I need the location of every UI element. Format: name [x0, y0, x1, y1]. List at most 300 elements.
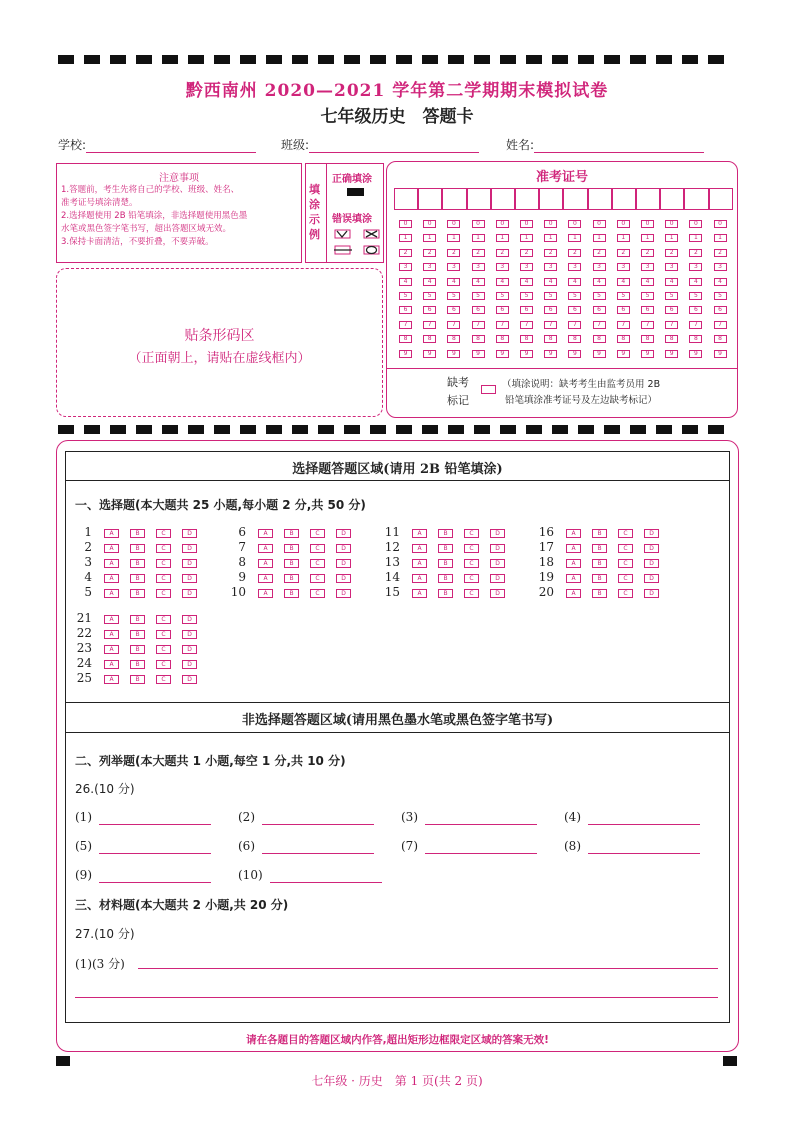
exam-id-bubble[interactable]: 3 [665, 263, 678, 271]
choice-option-bubble[interactable]: B [438, 559, 453, 568]
exam-id-bubble[interactable]: 8 [641, 335, 654, 343]
choice-option-bubble[interactable]: B [284, 544, 299, 553]
absent-mark-box[interactable] [481, 385, 496, 394]
exam-id-bubble[interactable]: 7 [641, 321, 654, 329]
exam-id-bubble[interactable]: 0 [399, 220, 412, 228]
exam-id-bubble[interactable]: 9 [520, 350, 533, 358]
exam-id-bubble[interactable]: 5 [496, 292, 509, 300]
choice-option-bubble[interactable]: B [592, 574, 607, 583]
exam-id-bubble[interactable]: 3 [617, 263, 630, 271]
exam-id-bubble[interactable]: 0 [689, 220, 702, 228]
exam-id-bubble[interactable]: 2 [665, 249, 678, 257]
q2-title: 二、列举题(本大题共 1 小题,每空 1 分,共 10 分) [75, 754, 346, 768]
exam-id-bubble[interactable]: 9 [399, 350, 412, 358]
choice-option-bubble[interactable]: D [336, 574, 351, 583]
exam-id-digit-cell[interactable] [709, 188, 733, 210]
choice-option-bubble[interactable]: D [490, 529, 505, 538]
exam-id-bubble[interactable]: 1 [399, 234, 412, 242]
exam-id-bubble[interactable]: 2 [544, 249, 557, 257]
exam-id-bubble[interactable]: 8 [714, 335, 727, 343]
choice-option-bubble[interactable]: A [566, 544, 581, 553]
choice-option-bubble[interactable]: B [130, 529, 145, 538]
choice-option-bubble[interactable]: C [156, 645, 171, 654]
choice-option-bubble[interactable]: C [156, 675, 171, 684]
exam-id-bubble[interactable]: 5 [665, 292, 678, 300]
timing-mark [58, 55, 74, 64]
choice-option-bubble[interactable]: D [182, 675, 197, 684]
exam-id-bubble[interactable]: 8 [568, 335, 581, 343]
exam-id-bubble[interactable]: 0 [714, 220, 727, 228]
choice-option-bubble[interactable]: C [156, 574, 171, 583]
exam-id-bubble[interactable]: 4 [665, 278, 678, 286]
exam-id-bubble[interactable]: 8 [544, 335, 557, 343]
exam-id-bubble[interactable]: 0 [544, 220, 557, 228]
exam-id-bubble[interactable]: 4 [472, 278, 485, 286]
exam-id-bubble[interactable]: 2 [520, 249, 533, 257]
notice-title: 注意事项 [159, 173, 199, 184]
choice-option-bubble[interactable]: A [104, 589, 119, 598]
exam-id-bubble[interactable]: 0 [641, 220, 654, 228]
exam-id-bubble[interactable]: 3 [641, 263, 654, 271]
exam-id-bubble[interactable]: 4 [593, 278, 606, 286]
exam-id-bubble[interactable]: 6 [520, 306, 533, 314]
choice-option-bubble[interactable]: C [156, 544, 171, 553]
exam-id-bubble[interactable]: 6 [689, 306, 702, 314]
exam-id-digit-cell[interactable] [684, 188, 708, 210]
choice-option-bubble[interactable]: A [104, 615, 119, 624]
exam-id-bubble[interactable]: 2 [714, 249, 727, 257]
choice-option-bubble[interactable]: C [464, 574, 479, 583]
choice-option-bubble[interactable]: D [182, 615, 197, 624]
exam-id-bubble[interactable]: 6 [447, 306, 460, 314]
exam-id-digit-cell[interactable] [467, 188, 491, 210]
exam-id-bubble[interactable]: 0 [472, 220, 485, 228]
exam-id-bubble[interactable]: 6 [423, 306, 436, 314]
choice-option-bubble[interactable]: A [412, 574, 427, 583]
blank-answer-line[interactable] [262, 853, 374, 854]
exam-id-bubble[interactable]: 5 [617, 292, 630, 300]
timing-mark [708, 55, 724, 64]
absent-note-2: 铅笔填涂准考证号及左边缺考标记） [505, 395, 658, 406]
timing-mark [370, 425, 386, 434]
exam-id-bubble[interactable]: 9 [593, 350, 606, 358]
choice-option-bubble[interactable]: B [130, 645, 145, 654]
choice-option-bubble[interactable]: B [592, 544, 607, 553]
blank-answer-line[interactable] [425, 824, 537, 825]
exam-id-bubble[interactable]: 7 [714, 321, 727, 329]
exam-id-bubble[interactable]: 0 [665, 220, 678, 228]
choice-option-bubble[interactable]: B [592, 559, 607, 568]
choice-option-bubble[interactable]: C [618, 589, 633, 598]
exam-id-bubble[interactable]: 6 [617, 306, 630, 314]
choice-option-bubble[interactable]: B [438, 529, 453, 538]
exam-id-bubble[interactable]: 1 [641, 234, 654, 242]
choice-option-bubble[interactable]: D [644, 529, 659, 538]
choice-option-bubble[interactable]: C [618, 574, 633, 583]
exam-id-digit-cell[interactable] [636, 188, 660, 210]
choice-option-bubble[interactable]: A [104, 660, 119, 669]
exam-id-bubble[interactable]: 5 [447, 292, 460, 300]
exam-id-bubble[interactable]: 1 [617, 234, 630, 242]
timing-mark [110, 55, 126, 64]
exam-id-bubble[interactable]: 6 [496, 306, 509, 314]
choice-option-bubble[interactable]: B [130, 630, 145, 639]
wrong-fill-label: 错误填涂 [332, 214, 372, 225]
exam-id-bubble[interactable]: 2 [496, 249, 509, 257]
exam-id-bubble[interactable]: 2 [568, 249, 581, 257]
exam-id-bubble[interactable]: 3 [714, 263, 727, 271]
exam-id-bubble[interactable]: 8 [593, 335, 606, 343]
timing-mark [110, 425, 126, 434]
choice-option-bubble[interactable]: B [130, 559, 145, 568]
exam-id-bubble[interactable]: 2 [689, 249, 702, 257]
exam-id-bubble[interactable]: 1 [665, 234, 678, 242]
choice-option-bubble[interactable]: A [104, 630, 119, 639]
choice-option-bubble[interactable]: C [156, 615, 171, 624]
choice-option-bubble[interactable]: C [310, 589, 325, 598]
choice-option-bubble[interactable]: D [182, 544, 197, 553]
exam-id-bubble[interactable]: 6 [665, 306, 678, 314]
exam-id-bubble[interactable]: 7 [617, 321, 630, 329]
blank-answer-line[interactable] [99, 882, 211, 883]
exam-id-bubble[interactable]: 5 [399, 292, 412, 300]
exam-id-bubble[interactable]: 0 [568, 220, 581, 228]
choice-option-bubble[interactable]: D [490, 559, 505, 568]
choice-option-bubble[interactable]: A [258, 589, 273, 598]
exam-id-bubble[interactable]: 7 [689, 321, 702, 329]
exam-id-bubble[interactable]: 3 [520, 263, 533, 271]
exam-id-bubble[interactable]: 7 [593, 321, 606, 329]
exam-id-bubble[interactable]: 1 [568, 234, 581, 242]
choice-option-bubble[interactable]: C [310, 529, 325, 538]
exam-id-bubble[interactable]: 4 [423, 278, 436, 286]
exam-id-bubble[interactable]: 1 [423, 234, 436, 242]
choice-option-bubble[interactable]: A [566, 559, 581, 568]
exam-id-bubble[interactable]: 8 [496, 335, 509, 343]
choice-option-bubble[interactable]: B [130, 589, 145, 598]
exam-id-bubble[interactable]: 9 [689, 350, 702, 358]
exam-id-bubble[interactable]: 6 [399, 306, 412, 314]
choice-option-bubble[interactable]: C [618, 529, 633, 538]
timing-mark [578, 425, 594, 434]
timing-mark [318, 425, 334, 434]
exam-id-bubble[interactable]: 8 [689, 335, 702, 343]
exam-id-bubble[interactable]: 9 [641, 350, 654, 358]
choice-option-bubble[interactable]: D [644, 559, 659, 568]
exam-id-bubble[interactable]: 9 [714, 350, 727, 358]
exam-id-bubble[interactable]: 5 [714, 292, 727, 300]
choice-option-bubble[interactable]: D [182, 589, 197, 598]
choice-option-bubble[interactable]: C [464, 544, 479, 553]
exam-id-bubble[interactable]: 9 [447, 350, 460, 358]
exam-id-digit-cell[interactable] [563, 188, 587, 210]
choice-option-bubble[interactable]: C [156, 589, 171, 598]
exam-id-bubble[interactable]: 8 [472, 335, 485, 343]
exam-id-digit-cell[interactable] [539, 188, 563, 210]
exam-id-bubble[interactable]: 9 [665, 350, 678, 358]
exam-id-bubble[interactable]: 7 [520, 321, 533, 329]
choice-option-bubble[interactable]: C [310, 559, 325, 568]
choice-option-bubble[interactable]: D [490, 589, 505, 598]
choice-option-bubble[interactable]: B [284, 559, 299, 568]
exam-id-bubble[interactable]: 8 [399, 335, 412, 343]
exam-id-bubble[interactable]: 0 [617, 220, 630, 228]
exam-id-bubble[interactable]: 4 [496, 278, 509, 286]
exam-id-bubble[interactable]: 5 [423, 292, 436, 300]
exam-id-bubble[interactable]: 4 [714, 278, 727, 286]
choice-question-number: 4 [84, 570, 92, 584]
exam-id-bubble[interactable]: 9 [568, 350, 581, 358]
exam-id-bubble[interactable]: 7 [496, 321, 509, 329]
exam-id-bubble[interactable]: 0 [423, 220, 436, 228]
choice-option-bubble[interactable]: A [412, 589, 427, 598]
exam-id-bubble[interactable]: 1 [520, 234, 533, 242]
exam-id-digit-cell[interactable] [491, 188, 515, 210]
timing-mark [136, 425, 152, 434]
choice-option-bubble[interactable]: D [182, 645, 197, 654]
timing-mark [84, 425, 100, 434]
choice-option-bubble[interactable]: B [130, 615, 145, 624]
exam-id-bubble[interactable]: 2 [399, 249, 412, 257]
choice-question-number: 21 [76, 611, 92, 625]
blank-answer-line[interactable] [270, 882, 382, 883]
exam-id-bubble[interactable]: 5 [689, 292, 702, 300]
choice-option-bubble[interactable]: A [566, 529, 581, 538]
exam-id-digit-cell[interactable] [660, 188, 684, 210]
choice-option-bubble[interactable]: A [412, 529, 427, 538]
exam-id-bubble[interactable]: 2 [423, 249, 436, 257]
choice-option-bubble[interactable]: A [566, 574, 581, 583]
blank-answer-line[interactable] [425, 853, 537, 854]
choice-option-bubble[interactable]: A [258, 529, 273, 538]
exam-id-bubble[interactable]: 7 [399, 321, 412, 329]
exam-id-bubble[interactable]: 6 [544, 306, 557, 314]
exam-id-bubble[interactable]: 7 [544, 321, 557, 329]
exam-id-bubble[interactable]: 9 [496, 350, 509, 358]
exam-id-bubble[interactable]: 3 [568, 263, 581, 271]
choice-option-bubble[interactable]: D [490, 544, 505, 553]
choice-option-bubble[interactable]: B [438, 574, 453, 583]
exam-id-bubble[interactable]: 4 [568, 278, 581, 286]
q27-1-answer-line-2[interactable] [75, 997, 718, 998]
blank-label: (3) [401, 810, 418, 824]
timing-mark [240, 425, 256, 434]
choice-question-number: 14 [384, 570, 400, 584]
barcode-label: 贴条形码区 [184, 328, 255, 344]
choice-option-bubble[interactable]: A [104, 675, 119, 684]
timing-mark [630, 55, 646, 64]
choice-option-bubble[interactable]: C [464, 559, 479, 568]
section-divider-bottom [65, 732, 730, 733]
name-field[interactable] [506, 136, 704, 153]
choice-option-bubble[interactable]: C [618, 559, 633, 568]
choice-option-bubble[interactable]: C [310, 544, 325, 553]
exam-id-bubble[interactable]: 4 [447, 278, 460, 286]
choice-option-bubble[interactable]: A [104, 544, 119, 553]
exam-id-bubble[interactable]: 4 [689, 278, 702, 286]
choice-option-bubble[interactable]: D [490, 574, 505, 583]
exam-id-bubble[interactable]: 0 [496, 220, 509, 228]
choice-option-bubble[interactable]: B [284, 574, 299, 583]
blank-answer-line[interactable] [99, 853, 211, 854]
choice-option-bubble[interactable]: B [284, 589, 299, 598]
exam-id-bubble[interactable]: 3 [593, 263, 606, 271]
choice-option-bubble[interactable]: B [130, 675, 145, 684]
exam-id-bubble[interactable]: 4 [399, 278, 412, 286]
exam-id-bubble[interactable]: 2 [641, 249, 654, 257]
exam-id-bubble[interactable]: 3 [399, 263, 412, 271]
choice-option-bubble[interactable]: D [644, 589, 659, 598]
exam-id-bubble[interactable]: 3 [423, 263, 436, 271]
notice-item: 准考证号填涂清楚。 [61, 198, 138, 208]
exam-id-bubble[interactable]: 0 [447, 220, 460, 228]
choice-option-bubble[interactable]: A [412, 559, 427, 568]
choice-option-bubble[interactable]: D [182, 660, 197, 669]
exam-id-bubble[interactable]: 8 [617, 335, 630, 343]
exam-id-bubble[interactable]: 5 [568, 292, 581, 300]
choice-option-bubble[interactable]: A [412, 544, 427, 553]
choice-option-bubble[interactable]: B [438, 544, 453, 553]
exam-id-bubble[interactable]: 5 [544, 292, 557, 300]
exam-id-bubble[interactable]: 9 [544, 350, 557, 358]
choice-question-number: 10 [230, 585, 246, 599]
choice-option-bubble[interactable]: C [156, 630, 171, 639]
choice-option-bubble[interactable]: C [464, 589, 479, 598]
choice-option-bubble[interactable]: A [258, 559, 273, 568]
choice-option-bubble[interactable]: B [130, 660, 145, 669]
exam-id-bubble[interactable]: 9 [617, 350, 630, 358]
exam-id-bubble[interactable]: 6 [714, 306, 727, 314]
absent-label-2: 标记 [447, 394, 469, 407]
exam-id-bubble[interactable]: 3 [689, 263, 702, 271]
exam-id-bubble[interactable]: 7 [568, 321, 581, 329]
exam-id-digit-cell[interactable] [418, 188, 442, 210]
corner-mark-right [723, 1056, 737, 1066]
exam-id-bubble[interactable]: 6 [593, 306, 606, 314]
choice-option-bubble[interactable]: C [156, 529, 171, 538]
exam-id-bubble[interactable]: 5 [472, 292, 485, 300]
exam-id-bubble[interactable]: 2 [617, 249, 630, 257]
timing-mark [292, 425, 308, 434]
blank-label: (4) [564, 810, 581, 824]
notice-item: 水笔或黑色签字笔书写，超出答题区域无效。 [61, 224, 232, 234]
choice-option-bubble[interactable]: B [130, 574, 145, 583]
exam-id-bubble[interactable]: 4 [617, 278, 630, 286]
exam-id-bubble[interactable]: 5 [520, 292, 533, 300]
exam-id-bubble[interactable]: 3 [544, 263, 557, 271]
exam-id-bubble[interactable]: 1 [472, 234, 485, 242]
choice-option-bubble[interactable]: A [104, 559, 119, 568]
exam-id-bubble[interactable]: 8 [423, 335, 436, 343]
timing-mark [656, 425, 672, 434]
choice-option-bubble[interactable]: A [104, 529, 119, 538]
exam-id-bubble[interactable]: 1 [689, 234, 702, 242]
exam-id-bubble[interactable]: 3 [472, 263, 485, 271]
exam-id-digit-cell[interactable] [588, 188, 612, 210]
choice-option-bubble[interactable]: C [156, 660, 171, 669]
choice-option-bubble[interactable]: D [336, 544, 351, 553]
blank-answer-line[interactable] [588, 824, 700, 825]
exam-id-digit-cell[interactable] [394, 188, 418, 210]
blank-answer-line[interactable] [99, 824, 211, 825]
exam-id-bubble[interactable]: 7 [447, 321, 460, 329]
class-field[interactable] [281, 136, 479, 153]
exam-id-bubble[interactable]: 1 [447, 234, 460, 242]
exam-id-bubble[interactable]: 8 [665, 335, 678, 343]
exam-id-bubble[interactable]: 8 [447, 335, 460, 343]
choice-option-bubble[interactable]: A [566, 589, 581, 598]
q27-1-answer-line[interactable] [138, 968, 718, 969]
choice-option-bubble[interactable]: B [284, 529, 299, 538]
exam-id-bubble[interactable]: 2 [472, 249, 485, 257]
choice-option-bubble[interactable]: A [258, 544, 273, 553]
choice-option-bubble[interactable]: C [618, 544, 633, 553]
exam-id-bubble[interactable]: 8 [520, 335, 533, 343]
exam-id-bubble[interactable]: 6 [472, 306, 485, 314]
choice-option-bubble[interactable]: D [644, 574, 659, 583]
choice-option-bubble[interactable]: D [644, 544, 659, 553]
choice-option-bubble[interactable]: D [182, 630, 197, 639]
choice-option-bubble[interactable]: A [104, 645, 119, 654]
exam-id-bubble[interactable]: 7 [665, 321, 678, 329]
exam-id-bubble[interactable]: 7 [472, 321, 485, 329]
exam-id-bubble[interactable]: 6 [568, 306, 581, 314]
exam-id-bubble[interactable]: 5 [641, 292, 654, 300]
choice-option-bubble[interactable]: D [182, 574, 197, 583]
exam-id-bubble[interactable]: 1 [593, 234, 606, 242]
exam-id-bubble[interactable]: 4 [544, 278, 557, 286]
choice-option-bubble[interactable]: C [310, 574, 325, 583]
exam-id-digit-cell[interactable] [515, 188, 539, 210]
exam-id-bubble[interactable]: 1 [496, 234, 509, 242]
exam-id-bubble[interactable]: 0 [593, 220, 606, 228]
choice-option-bubble[interactable]: D [336, 589, 351, 598]
exam-id-bubble[interactable]: 2 [447, 249, 460, 257]
exam-id-bubble[interactable]: 5 [593, 292, 606, 300]
exam-id-bubble[interactable]: 7 [423, 321, 436, 329]
exam-id-bubble[interactable]: 1 [544, 234, 557, 242]
exam-id-bubble[interactable]: 9 [423, 350, 436, 358]
exam-id-bubble[interactable]: 9 [472, 350, 485, 358]
choice-option-bubble[interactable]: C [464, 529, 479, 538]
choice-option-bubble[interactable]: A [104, 574, 119, 583]
exam-id-bubble[interactable]: 3 [447, 263, 460, 271]
exam-id-bubble[interactable]: 0 [520, 220, 533, 228]
exam-id-bubble[interactable]: 2 [593, 249, 606, 257]
choice-option-bubble[interactable]: D [182, 559, 197, 568]
choice-option-bubble[interactable]: D [336, 559, 351, 568]
choice-option-bubble[interactable]: B [438, 589, 453, 598]
exam-id-bubble[interactable]: 4 [520, 278, 533, 286]
exam-id-digit-cell[interactable] [612, 188, 636, 210]
exam-id-bubble[interactable]: 1 [714, 234, 727, 242]
exam-id-bubble[interactable]: 6 [641, 306, 654, 314]
choice-option-bubble[interactable]: B [592, 529, 607, 538]
choice-option-bubble[interactable]: B [130, 544, 145, 553]
school-field[interactable] [58, 136, 256, 153]
choice-option-bubble[interactable]: D [182, 529, 197, 538]
timing-mark [396, 425, 412, 434]
exam-id-bubble[interactable]: 4 [641, 278, 654, 286]
exam-id-digit-cell[interactable] [442, 188, 466, 210]
blank-answer-line[interactable] [262, 824, 374, 825]
choice-option-bubble[interactable]: B [592, 589, 607, 598]
choice-option-bubble[interactable]: A [258, 574, 273, 583]
exam-id-bubble[interactable]: 3 [496, 263, 509, 271]
blank-answer-line[interactable] [588, 853, 700, 854]
choice-option-bubble[interactable]: C [156, 559, 171, 568]
choice-option-bubble[interactable]: D [336, 529, 351, 538]
